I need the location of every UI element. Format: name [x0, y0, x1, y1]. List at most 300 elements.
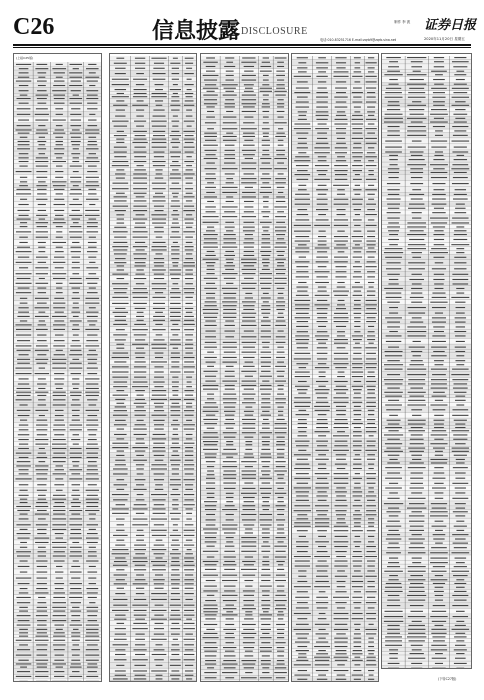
table-cell-text	[409, 587, 424, 588]
table-cell-text	[275, 259, 285, 260]
table-cell-text	[334, 353, 348, 354]
table-cell-text	[431, 383, 447, 384]
table-cell-text	[226, 618, 234, 619]
table-cell-text	[135, 58, 145, 59]
table-cell-text	[352, 335, 363, 336]
table-cell-text	[263, 117, 269, 118]
table-cell-text	[151, 468, 167, 469]
table-cell-text	[87, 226, 98, 227]
table-cell-text	[334, 219, 348, 220]
table-cell-text	[184, 579, 194, 580]
table-cell-text	[354, 300, 361, 301]
table-cell-text	[136, 116, 143, 117]
table-cell-text	[172, 504, 179, 505]
table-cell-text	[152, 297, 165, 298]
table-cell-text	[222, 362, 237, 363]
table-cell-text	[277, 80, 284, 81]
table-cell-text	[85, 161, 99, 162]
table-cell-text	[297, 81, 308, 82]
table-cell-text	[410, 439, 424, 440]
table-cell-text	[336, 101, 347, 102]
table-cell-text	[455, 538, 466, 539]
table-cell-text	[226, 537, 234, 538]
table-cell-text	[71, 578, 80, 579]
table-cell-text	[206, 173, 216, 174]
table-cell-text	[88, 141, 97, 142]
table-cell-text	[205, 122, 216, 123]
table-cell-text	[153, 513, 166, 514]
table-cell-text	[451, 374, 469, 375]
table-cell-text	[20, 667, 27, 668]
table-cell-text	[277, 474, 285, 475]
table-cell-text	[335, 653, 346, 654]
table-cell-text	[54, 298, 64, 299]
table-cell-text	[170, 312, 180, 313]
table-cell-text	[452, 451, 469, 452]
table-cell-text	[367, 660, 376, 661]
table-cell-text	[384, 571, 403, 572]
table-cell-text	[185, 451, 194, 452]
table-cell-text	[86, 181, 98, 182]
table-cell-text	[17, 189, 31, 190]
table-cell-text	[368, 518, 374, 519]
table-cell-text	[71, 615, 80, 616]
table-cell-text	[185, 484, 193, 485]
table-cell-text	[433, 448, 445, 449]
table-cell-text	[136, 73, 144, 74]
table-cell-text	[16, 597, 30, 598]
table-cell-text	[454, 57, 466, 58]
table-cell-text	[408, 208, 425, 209]
table-cell-text	[368, 410, 375, 411]
table-cell-text	[89, 602, 95, 603]
table-cell-text	[72, 484, 81, 485]
table-cell-text	[183, 265, 195, 266]
table-cell-text	[296, 500, 309, 501]
table-cell-text	[186, 253, 192, 254]
table-cell-text	[170, 619, 182, 620]
table-cell-text	[17, 510, 29, 511]
table-cell-text	[136, 214, 145, 215]
table-cell-text	[409, 204, 424, 205]
table-cell-text	[388, 424, 400, 425]
table-cell-text	[388, 562, 399, 563]
table-cell-text	[56, 629, 63, 630]
table-cell-text	[133, 178, 147, 179]
table-cell-text	[203, 575, 218, 576]
table-cell-text	[87, 453, 98, 454]
table-cell-text	[435, 455, 443, 456]
table-cell-text	[274, 206, 286, 207]
table-cell-text	[352, 556, 362, 557]
table-cell-text	[430, 511, 447, 512]
table-cell-text	[115, 628, 126, 629]
table-cell-text	[225, 637, 235, 638]
table-cell-text	[456, 562, 465, 563]
table-cell-text	[410, 605, 424, 606]
table-cell-text	[85, 215, 100, 216]
table-cell-text	[136, 513, 144, 514]
table-cell-text	[156, 237, 163, 238]
table-cell-text	[275, 278, 287, 279]
table-cell-text	[185, 447, 193, 448]
table-cell-text	[296, 633, 309, 634]
table-cell-text	[203, 313, 218, 314]
table-cell-text	[203, 590, 217, 591]
table-cell-text	[368, 247, 375, 248]
table-cell-text	[434, 118, 444, 119]
table-cell-text	[434, 155, 443, 156]
table-cell-text	[354, 664, 360, 665]
table-cell-text	[203, 608, 217, 609]
table-cell-text	[408, 579, 425, 580]
table-cell-text	[338, 251, 345, 252]
table-cell-text	[353, 266, 362, 267]
table-cell-text	[206, 211, 216, 212]
table-cell-text	[334, 423, 348, 424]
table-cell-text	[409, 640, 425, 641]
table-cell-text	[242, 664, 255, 665]
table-cell-text	[88, 415, 98, 416]
table-cell-text	[69, 425, 82, 426]
table-cell-text	[136, 196, 145, 197]
table-cell-text	[334, 478, 348, 479]
table-cell-text	[295, 386, 310, 387]
table-cell-text	[316, 107, 328, 108]
table-cell-text	[184, 639, 195, 640]
table-cell-text	[274, 546, 287, 547]
table-cell-text	[115, 593, 125, 594]
table-cell-text	[20, 542, 27, 543]
table-cell-text	[431, 645, 446, 646]
table-cell-text	[353, 347, 361, 348]
table-cell-text	[275, 95, 285, 96]
table-cell-text	[172, 549, 178, 550]
table-cell-text	[316, 62, 328, 63]
table-cell-text	[407, 374, 426, 375]
table-cell-text	[262, 84, 269, 85]
table-cell-text	[184, 121, 195, 122]
table-cell-text	[452, 483, 468, 484]
table-cell-text	[205, 600, 216, 601]
table-cell-text	[172, 169, 179, 170]
table-cell-text	[186, 403, 192, 404]
table-cell-text	[261, 575, 270, 576]
table-cell-text	[335, 147, 348, 148]
table-cell-text	[153, 303, 165, 304]
table-cell-text	[17, 625, 31, 626]
table-cell-text	[53, 640, 65, 641]
table-cell-text	[277, 288, 285, 289]
table-cell-text	[260, 586, 272, 587]
table-cell-text	[276, 196, 285, 197]
table-cell-text	[334, 526, 349, 527]
table-cell-text	[296, 546, 308, 547]
table-cell-text	[389, 558, 398, 559]
table-cell-text	[172, 231, 180, 232]
table-cell-text	[276, 575, 285, 576]
table-cell-text	[53, 425, 65, 426]
table-cell-text	[389, 155, 398, 156]
table-cell-text	[454, 663, 467, 664]
table-cell-text	[225, 605, 234, 606]
table-cell-text	[433, 279, 444, 280]
table-cell-text	[73, 316, 79, 317]
table-cell-text	[454, 392, 466, 393]
table-cell-text	[276, 251, 284, 252]
table-cell-text	[335, 510, 346, 511]
table-cell-text	[435, 530, 443, 531]
table-cell-text	[384, 392, 403, 393]
table-cell-text	[152, 142, 167, 143]
table-cell-text	[204, 99, 217, 100]
table-cell-text	[171, 415, 181, 416]
table-cell-text	[73, 157, 79, 158]
table-cell-text	[245, 407, 252, 408]
table-cell-text	[186, 242, 193, 243]
table-cell-text	[389, 84, 399, 85]
table-cell-text	[20, 572, 27, 573]
table-cell-text	[172, 386, 179, 387]
table-cell-text	[454, 600, 466, 601]
table-cell-text	[454, 172, 467, 173]
table-cell-text	[152, 569, 166, 570]
table-cell-text	[276, 551, 286, 552]
table-cell-text	[367, 586, 374, 587]
table-cell-text	[354, 526, 361, 527]
table-cell-text	[133, 519, 148, 520]
table-cell-text	[409, 503, 424, 504]
table-cell-text	[335, 179, 348, 180]
table-cell-text	[411, 663, 422, 664]
table-cell-text	[15, 368, 31, 369]
table-cell-text	[275, 432, 287, 433]
table-cell-text	[20, 137, 28, 138]
table-cell-text	[69, 478, 82, 479]
table-cell-text	[113, 249, 127, 250]
table-cell-text	[222, 192, 237, 193]
table-cell-text	[276, 154, 284, 155]
table-cell-text	[262, 483, 271, 484]
table-cell-text	[456, 71, 464, 72]
table-cell-text	[154, 152, 165, 153]
table-cell-text	[244, 117, 253, 118]
table-cell-text	[136, 283, 145, 284]
table-cell-text	[456, 462, 465, 463]
table-cell-text	[224, 569, 235, 570]
table-cell-text	[154, 156, 164, 157]
table-cell-text	[278, 99, 284, 100]
table-cell-text	[354, 393, 361, 394]
table-cell-text	[39, 320, 45, 321]
table-cell-text	[20, 95, 28, 96]
table-cell-text	[245, 651, 253, 652]
table-cell-text	[52, 607, 66, 608]
table-cell-text	[134, 403, 147, 404]
table-cell-text	[204, 651, 217, 652]
table-cell-text	[173, 116, 178, 117]
table-cell-text	[71, 632, 80, 633]
table-cell-text	[222, 381, 237, 382]
table-cell-text	[114, 147, 127, 148]
table-cell-text	[186, 519, 192, 520]
continuation-note: (下转C27版)	[438, 677, 457, 681]
table-cell-text	[36, 257, 48, 258]
table-cell-text	[70, 551, 81, 552]
table-cell-text	[295, 194, 309, 195]
table-cell-text	[226, 259, 234, 260]
table-cell-text	[263, 136, 269, 137]
table-cell-text	[85, 210, 99, 211]
table-cell-text	[155, 324, 162, 325]
table-cell-text	[455, 492, 465, 493]
table-cell-text	[222, 84, 238, 85]
table-cell-text	[336, 393, 346, 394]
table-cell-text	[72, 273, 79, 274]
table-cell-text	[222, 595, 238, 596]
table-cell-text	[317, 133, 327, 134]
table-cell-text	[241, 569, 257, 570]
table-cell-text	[352, 613, 362, 614]
table-cell-text	[431, 141, 447, 142]
table-cell-text	[36, 185, 47, 186]
table-cell-text	[244, 331, 254, 332]
table-cell-text	[385, 640, 402, 641]
table-cell-text	[155, 623, 164, 624]
table-cell-text	[334, 541, 349, 542]
table-cell-text	[263, 216, 269, 217]
table-cell-text	[297, 646, 307, 647]
table-cell-text	[241, 493, 257, 494]
table-cell-text	[276, 483, 286, 484]
table-cell-text	[277, 255, 283, 256]
table-cell-text	[183, 324, 194, 325]
table-cell-text	[205, 140, 216, 141]
table-cell-text	[154, 386, 163, 387]
table-cell-text	[89, 85, 95, 86]
table-cell-text	[388, 101, 399, 102]
table-cell-text	[71, 90, 81, 91]
table-cell-text	[17, 108, 31, 109]
table-cell-text	[114, 659, 126, 660]
table-cell-text	[277, 524, 284, 525]
table-cell-text	[366, 546, 376, 547]
table-cell-text	[454, 526, 467, 527]
table-cell-text	[87, 334, 97, 335]
table-cell-text	[412, 274, 422, 275]
table-cell-text	[245, 234, 253, 235]
table-cell-text	[389, 658, 397, 659]
table-cell-text	[36, 108, 48, 109]
table-cell-text	[207, 497, 215, 498]
table-cell-text	[17, 210, 29, 211]
table-cell-text	[16, 663, 32, 664]
table-cell-text	[368, 331, 375, 332]
table-cell-text	[87, 444, 98, 445]
table-cell-text	[337, 607, 345, 608]
table-cell-text	[16, 193, 31, 194]
table-cell-text	[366, 431, 376, 432]
contact-line: 电话:010-83251716 E-mail:zqrb9@zqrb.sina.net	[320, 38, 397, 42]
table-cell-text	[203, 389, 218, 390]
table-cell-text	[18, 141, 30, 142]
table-cell-text	[205, 457, 216, 458]
table-cell-text	[132, 292, 148, 293]
table-cell-text	[263, 301, 269, 302]
table-cell-text	[171, 100, 179, 101]
table-cell-text	[354, 111, 360, 112]
table-cell-text	[295, 317, 310, 318]
table-cell-text	[73, 68, 79, 69]
table-cell-text	[412, 459, 421, 460]
table-cell-text	[117, 223, 125, 224]
table-cell-text	[294, 664, 311, 665]
table-cell-text	[53, 161, 66, 162]
table-cell-text	[337, 586, 346, 587]
table-cell-text	[19, 103, 29, 104]
table-cell-text	[206, 297, 215, 298]
table-cell-text	[455, 424, 465, 425]
table-cell-text	[133, 670, 147, 671]
table-cell-text	[430, 616, 447, 617]
table-cell-text	[297, 57, 308, 58]
table-cell-text	[241, 541, 256, 542]
table-cell-text	[335, 560, 348, 561]
table-cell-text	[263, 111, 270, 112]
table-cell-text	[224, 478, 236, 479]
table-cell-text	[154, 206, 164, 207]
table-cell-text	[353, 219, 362, 220]
table-cell-text	[318, 244, 327, 245]
table-cell-text	[156, 678, 163, 679]
masthead-rule-thick	[13, 44, 471, 46]
table-cell-text	[171, 574, 180, 575]
table-cell-text	[205, 569, 216, 570]
table-cell-text	[452, 61, 469, 62]
table-cell-text	[185, 246, 194, 247]
table-cell-text	[155, 489, 164, 490]
table-cell-text	[314, 147, 329, 148]
table-cell-text	[409, 547, 425, 548]
table-cell-text	[204, 624, 217, 625]
table-cell-text	[353, 642, 361, 643]
table-cell-text	[136, 249, 145, 250]
table-cell-text	[243, 242, 254, 243]
table-cell-text	[334, 257, 348, 258]
table-cell-text	[337, 111, 345, 112]
table-cell-text	[409, 109, 424, 110]
table-cell-text	[135, 399, 145, 400]
table-cell-text	[334, 71, 349, 72]
table-cell-text	[226, 441, 233, 442]
table-cell-text	[274, 168, 287, 169]
table-cell-text	[171, 519, 180, 520]
table-cell-text	[226, 501, 233, 502]
table-cell-text	[39, 219, 45, 220]
table-cell-text	[366, 613, 376, 614]
table-cell-text	[367, 441, 376, 442]
table-cell-text	[367, 295, 375, 296]
table-cell-text	[37, 90, 46, 91]
table-cell-text	[70, 120, 81, 121]
table-cell-text	[54, 551, 65, 552]
table-cell-text	[206, 362, 216, 363]
table-cell-text	[316, 76, 327, 77]
table-cell-text	[133, 583, 148, 584]
table-cell-text	[456, 530, 464, 531]
table-cell-text	[411, 427, 423, 428]
table-cell-text	[20, 588, 28, 589]
